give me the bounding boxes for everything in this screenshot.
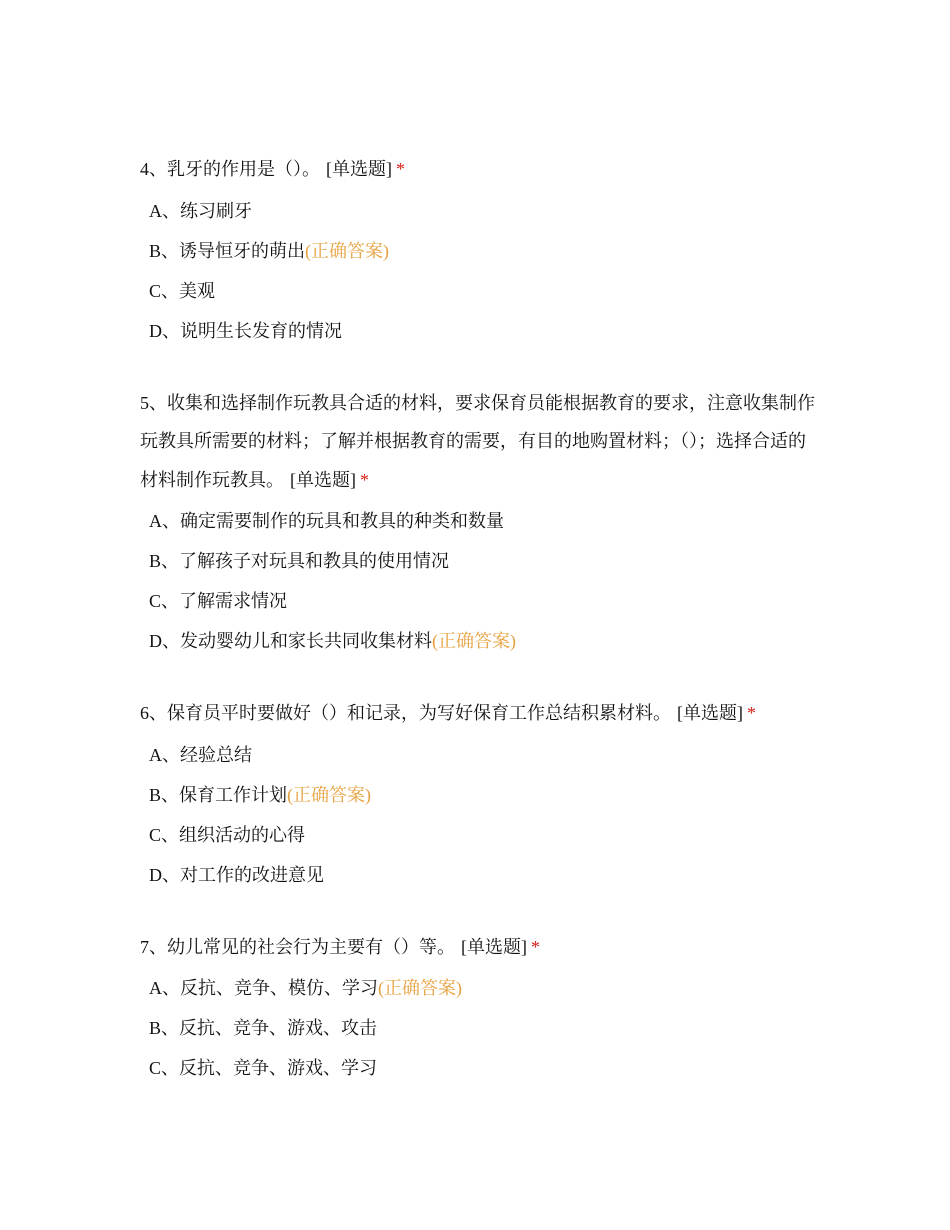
option-text: 、发动婴幼儿和家长共同收集材料 bbox=[162, 631, 432, 651]
option-letter: A bbox=[149, 744, 162, 765]
question-5 bbox=[140, 384, 820, 662]
option-b[interactable] bbox=[140, 231, 820, 271]
quiz-page bbox=[140, 150, 820, 1121]
option-letter: A bbox=[149, 200, 162, 221]
option-letter: A bbox=[149, 511, 162, 531]
option-text: 、反抗、竞争、游戏、攻击 bbox=[161, 1018, 378, 1038]
option-text: 、经验总结 bbox=[162, 744, 252, 765]
option-c[interactable] bbox=[140, 815, 820, 855]
question-7 bbox=[140, 928, 820, 1089]
option-text: 、确定需要制作的玩具和教具的种类和数量 bbox=[162, 511, 504, 531]
option-c[interactable] bbox=[140, 1048, 820, 1088]
option-d[interactable] bbox=[140, 311, 820, 351]
option-d[interactable] bbox=[140, 855, 820, 895]
option-text: 、了解孩子对玩具和教具的使用情况 bbox=[161, 551, 450, 571]
option-text: 、对工作的改进意见 bbox=[162, 864, 324, 885]
option-text: 、组织活动的心得 bbox=[161, 824, 306, 845]
option-letter: B bbox=[149, 1018, 162, 1038]
correct-answer-mark: (正确答案) bbox=[305, 240, 390, 261]
option-a[interactable] bbox=[140, 191, 820, 231]
option-letter: C bbox=[149, 591, 162, 611]
question-text: 、乳牙的作用是（）。 bbox=[149, 159, 320, 179]
option-text: 、练习刷牙 bbox=[162, 200, 252, 221]
question-number: 4 bbox=[140, 159, 149, 179]
option-letter: D bbox=[149, 864, 162, 885]
option-a[interactable] bbox=[140, 968, 820, 1008]
option-text: 、保育工作计划 bbox=[161, 784, 288, 805]
option-text: 、了解需求情况 bbox=[161, 591, 288, 611]
option-letter: D bbox=[149, 320, 162, 341]
option-text: 、说明生长发育的情况 bbox=[162, 320, 342, 341]
option-letter: C bbox=[149, 280, 162, 301]
option-letter: C bbox=[149, 1058, 162, 1078]
question-number: 5 bbox=[140, 392, 149, 413]
question-type: [单选题] bbox=[290, 469, 356, 490]
option-d[interactable] bbox=[140, 621, 820, 661]
option-c[interactable] bbox=[140, 271, 820, 311]
required-mark: * bbox=[531, 936, 540, 957]
option-text: 、美观 bbox=[161, 280, 216, 301]
question-4 bbox=[140, 150, 820, 351]
option-letter: D bbox=[149, 631, 162, 651]
option-text: 、诱导恒牙的萌出 bbox=[161, 240, 306, 261]
option-letter: C bbox=[149, 824, 162, 845]
option-b[interactable] bbox=[140, 541, 820, 581]
required-mark: * bbox=[360, 469, 369, 490]
option-letter: A bbox=[149, 978, 162, 998]
option-c[interactable] bbox=[140, 581, 820, 621]
question-type: [单选题] bbox=[461, 936, 527, 957]
option-a[interactable] bbox=[140, 501, 820, 541]
question-text: 、幼儿常见的社会行为主要有（）等。 bbox=[149, 936, 455, 957]
question-text: 、保育员平时要做好（）和记录，为写好保育工作总结积累材料。 bbox=[149, 703, 671, 723]
question-title bbox=[140, 150, 820, 189]
option-a[interactable] bbox=[140, 735, 820, 775]
correct-answer-mark: (正确答案) bbox=[378, 978, 462, 998]
option-text: 、反抗、竞争、模仿、学习 bbox=[162, 978, 378, 998]
option-letter: B bbox=[149, 551, 162, 571]
question-title bbox=[140, 694, 820, 733]
option-b[interactable] bbox=[140, 1008, 820, 1048]
correct-answer-mark: (正确答案) bbox=[432, 631, 516, 651]
option-b[interactable] bbox=[140, 775, 820, 815]
question-text: 、收集和选择制作玩教具合适的材料，要求保育员能根据教育的要求，注意收集制作玩教具所需要的材料；了解并根据教育的需要，有目的地购置材料；（）；选择合适的材料制作玩教具。 bbox=[140, 392, 815, 490]
required-mark: * bbox=[396, 159, 405, 179]
question-number: 6 bbox=[140, 703, 149, 723]
option-letter: B bbox=[149, 240, 162, 261]
question-number: 7 bbox=[140, 936, 149, 957]
question-title bbox=[140, 384, 820, 500]
question-type: [单选题] bbox=[326, 159, 392, 179]
question-type: [单选题] bbox=[677, 703, 743, 723]
question-6 bbox=[140, 694, 820, 895]
option-letter: B bbox=[149, 784, 162, 805]
question-title bbox=[140, 928, 820, 967]
correct-answer-mark: (正确答案) bbox=[287, 784, 372, 805]
required-mark: * bbox=[747, 703, 756, 723]
option-text: 、反抗、竞争、游戏、学习 bbox=[161, 1058, 378, 1078]
